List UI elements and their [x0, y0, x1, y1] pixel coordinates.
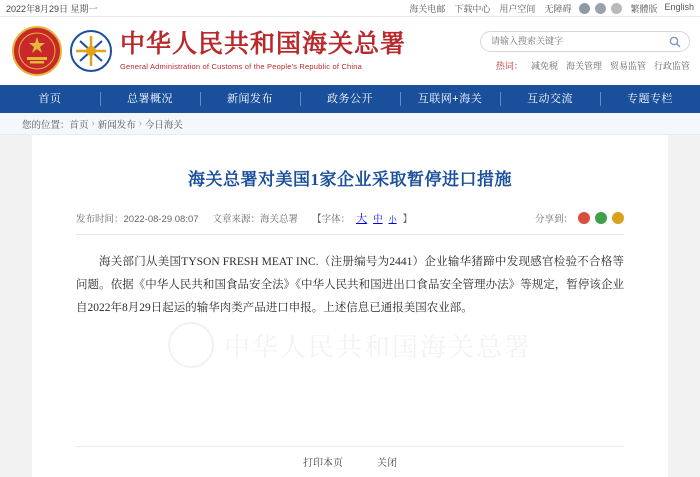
share-label: 分享到： — [534, 214, 573, 225]
source-label: 文章来源： — [212, 214, 261, 225]
content-wrapper — [0, 135, 700, 477]
main-nav — [0, 85, 700, 113]
font-size-small[interactable]: 小 — [388, 215, 397, 224]
nav-item-news[interactable]: 新闻发布 — [200, 85, 300, 113]
article-source — [213, 211, 299, 225]
close-button[interactable]: 关闭 — [377, 458, 397, 469]
hotword-2[interactable]: 贸易监管 — [609, 60, 646, 71]
site-title-cn: 中华人民共和国海关总署 — [120, 31, 407, 59]
breadcrumb-separator-2: › — [138, 118, 142, 129]
link-customs-mail[interactable]: 海关电邮 — [409, 3, 446, 14]
sina-weibo-icon[interactable] — [578, 212, 590, 224]
nav-item-internet-customs[interactable]: 互联网+海关 — [400, 85, 500, 113]
link-download-center[interactable]: 下载中心 — [454, 3, 491, 14]
font-size-control — [312, 210, 412, 226]
share-control — [535, 211, 624, 225]
site-title-en: General Administration of Customs of the People's Republic of China — [120, 61, 363, 71]
lang-traditional[interactable]: 繁體版 — [630, 3, 658, 14]
article-card — [32, 135, 668, 477]
wechat-icon[interactable] — [579, 3, 590, 14]
link-user-space[interactable]: 用户空间 — [499, 3, 536, 14]
font-size-label: 【字体： — [312, 214, 351, 225]
page-title: 海关总署对美国1家企业采取暂停进口措施 — [188, 170, 512, 189]
link-accessibility[interactable]: 无障碍 — [544, 3, 572, 14]
article-body: 海关部门从美国TYSON FRESH MEAT INC.（注册编号为2441）企业输华猪蹄中发现感官检验不合格等问题。依据《中华人民共和国食品安全法》《中华人民共和国进出口食品安全管理办法》等规定，暂停该企业自2022年8月29日起运的输华肉类产品进口申报。上述信息已通报美国农业部。 — [76, 256, 624, 314]
publish-time-label: 发布时间： — [76, 214, 124, 225]
article-meta — [76, 210, 624, 235]
hotword-0[interactable]: 减免税 — [530, 60, 558, 71]
font-size-medium[interactable]: 中 — [373, 214, 383, 225]
site-header — [0, 17, 700, 85]
search-icon[interactable] — [669, 35, 681, 47]
publish-time — [76, 211, 199, 225]
national-emblem-icon — [10, 24, 64, 78]
search-input[interactable] — [489, 35, 669, 47]
nav-item-interaction[interactable]: 互动交流 — [500, 85, 600, 113]
nav-item-home[interactable]: 首页 — [38, 93, 62, 105]
header-right — [472, 31, 690, 72]
current-date: 2022年8月29日 星期一 — [6, 3, 98, 14]
print-button[interactable]: 打印本页 — [303, 458, 343, 469]
search-box[interactable] — [480, 31, 690, 52]
watermark-seal-icon — [168, 322, 214, 368]
breadcrumb-item-news[interactable]: 新闻发布 — [97, 119, 136, 131]
weibo-icon[interactable] — [595, 3, 606, 14]
breadcrumb-item-home[interactable]: 首页 — [69, 119, 89, 131]
breadcrumb-separator-1: › — [91, 118, 95, 129]
customs-logo-icon — [68, 28, 114, 74]
watermark-text: 中华人民共和国海关总署 — [223, 332, 532, 362]
site-title — [120, 31, 406, 71]
hotword-3[interactable]: 行政监管 — [653, 60, 690, 71]
top-utility-bar — [0, 0, 700, 17]
language-switch — [630, 2, 694, 15]
hotwords-label: 热词： — [495, 60, 523, 71]
wechat-icon[interactable] — [595, 212, 607, 224]
social-icons — [579, 3, 622, 14]
nav-item-special-columns[interactable]: 专题专栏 — [600, 85, 700, 113]
font-size-close: 】 — [402, 214, 413, 225]
font-size-large[interactable]: 大 — [356, 213, 368, 225]
nav-item-overview[interactable]: 总署概况 — [100, 85, 200, 113]
breadcrumb-prefix: 您的位置： — [22, 119, 70, 131]
breadcrumb — [0, 113, 700, 135]
publish-time-value: 2022-08-29 08:07 — [123, 214, 199, 225]
lang-english[interactable]: English — [664, 1, 694, 12]
utility-links — [409, 2, 571, 15]
article-footer — [76, 446, 624, 469]
source-value: 海关总署 — [260, 214, 299, 225]
qzone-icon[interactable] — [612, 212, 624, 224]
hotword-1[interactable]: 海关管理 — [565, 60, 602, 71]
nav-item-government-affairs[interactable]: 政务公开 — [300, 85, 400, 113]
breadcrumb-item-today-customs[interactable]: 今日海关 — [144, 119, 183, 131]
app-icon[interactable] — [611, 3, 622, 14]
hotwords — [496, 59, 690, 72]
